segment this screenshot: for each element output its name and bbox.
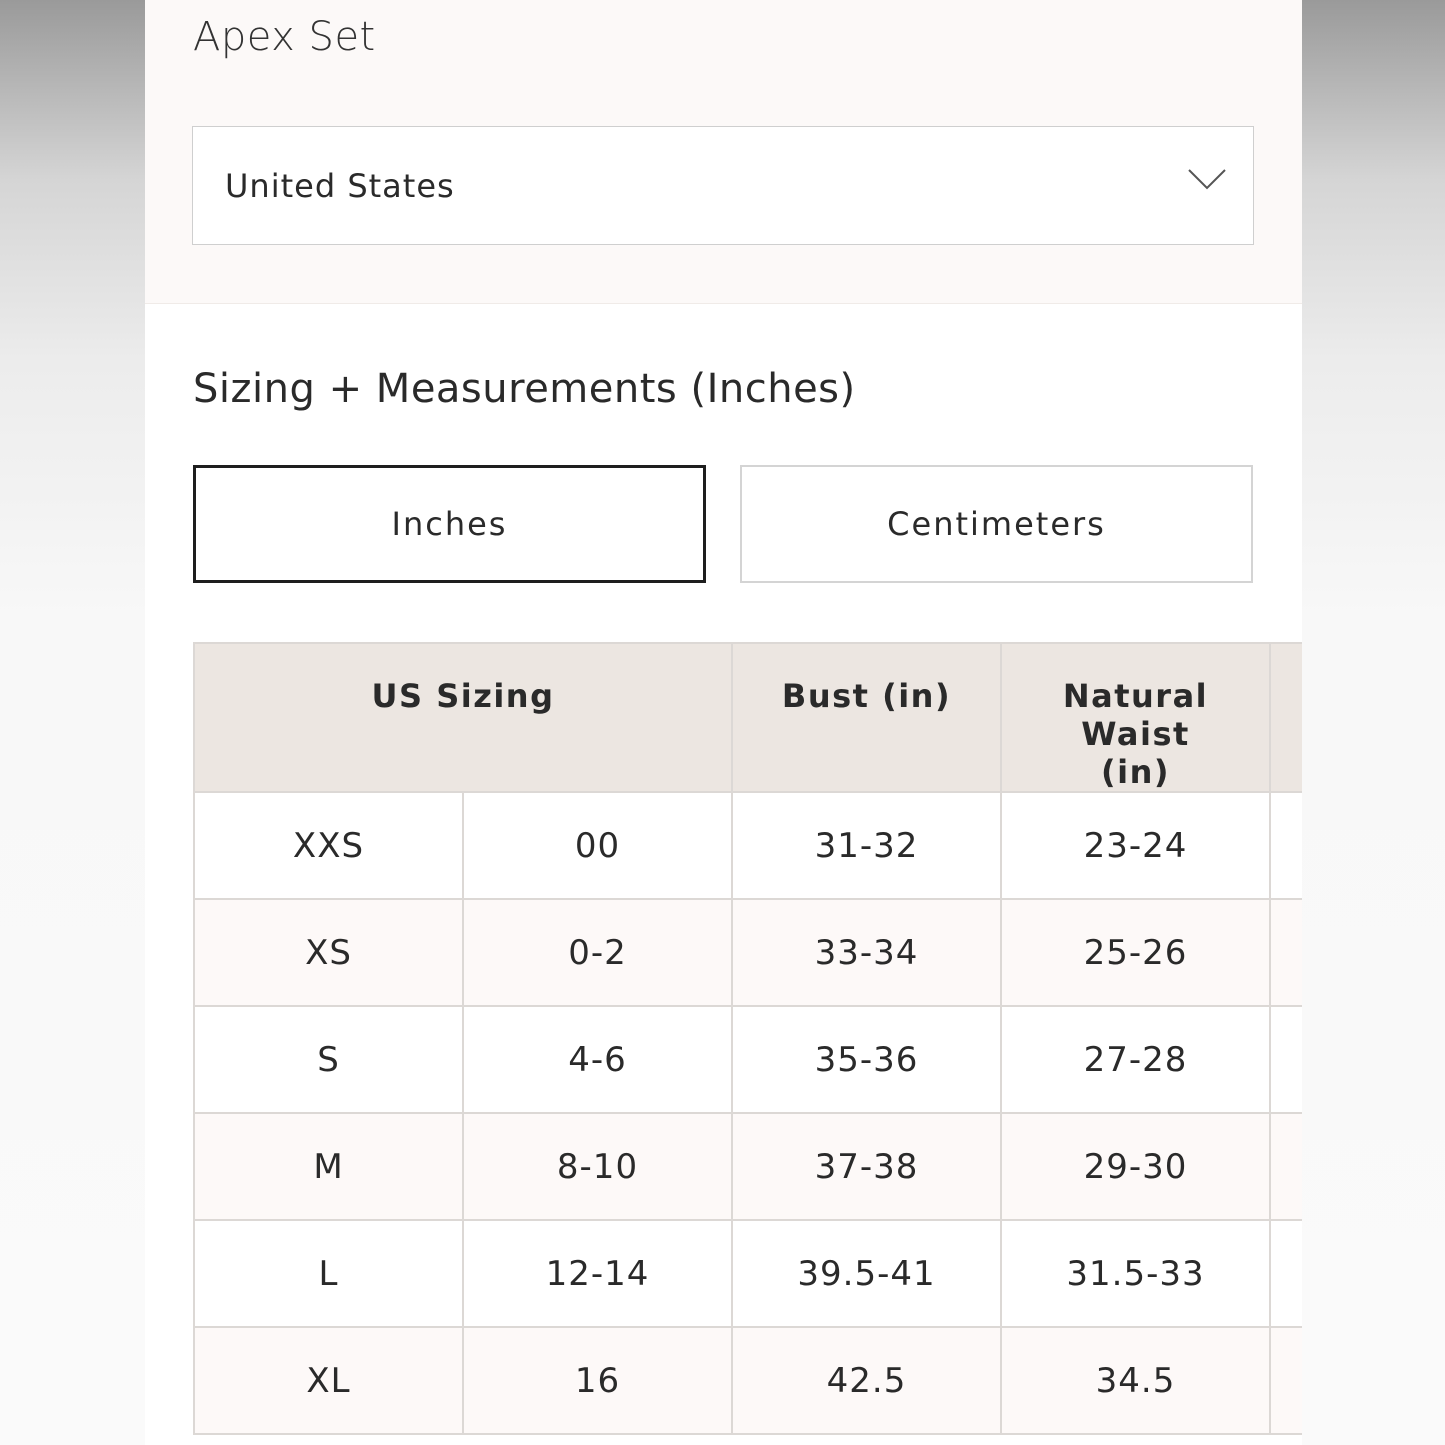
background-left [0,0,145,1445]
centimeters-button[interactable]: Centimeters [740,465,1253,583]
header-next [1270,643,1302,792]
header-us-sizing: US Sizing [194,643,732,792]
header-natural-waist-label: Natural Waist (in) [1062,677,1209,791]
cell-bust: 42.5 [732,1327,1001,1434]
product-title: Apex Set [193,14,376,60]
cell-next [1270,899,1302,1006]
cell-us: 4-6 [463,1006,732,1113]
header-bust: Bust (in) [732,643,1001,792]
cell-size: XS [194,899,463,1006]
cell-waist: 34.5 [1001,1327,1270,1434]
cell-next [1270,1113,1302,1220]
size-guide-panel [145,0,1302,1445]
country-select-value: United States [225,167,455,205]
cell-us: 16 [463,1327,732,1434]
cell-size: L [194,1220,463,1327]
cell-us: 8-10 [463,1113,732,1220]
table-row [194,1113,1302,1220]
cell-size: M [194,1113,463,1220]
cell-us: 0-2 [463,899,732,1006]
cell-waist: 31.5-33 [1001,1220,1270,1327]
cell-bust: 31-32 [732,792,1001,899]
table-row [194,1220,1302,1327]
cell-size: XL [194,1327,463,1434]
background-right [1302,0,1445,1445]
chevron-down-icon [1187,167,1227,191]
sizing-title: Sizing + Measurements (Inches) [193,366,856,412]
country-select[interactable] [192,126,1254,245]
table-header-row [194,643,1302,792]
cell-size: XXS [194,792,463,899]
table-row [194,899,1302,1006]
cell-bust: 37-38 [732,1113,1001,1220]
table-row [194,1006,1302,1113]
cell-next [1270,1006,1302,1113]
cell-next [1270,792,1302,899]
cell-us: 12-14 [463,1220,732,1327]
cell-next [1270,1220,1302,1327]
cell-size: S [194,1006,463,1113]
cell-next [1270,1327,1302,1434]
cell-waist: 23-24 [1001,792,1270,899]
inches-button[interactable]: Inches [193,465,706,583]
cell-waist: 29-30 [1001,1113,1270,1220]
cell-waist: 25-26 [1001,899,1270,1006]
cell-us: 00 [463,792,732,899]
product-header [145,0,1302,304]
size-table [193,642,1302,1435]
table-row [194,792,1302,899]
cell-bust: 39.5-41 [732,1220,1001,1327]
cell-waist: 27-28 [1001,1006,1270,1113]
table-row [194,1327,1302,1434]
header-natural-waist [1001,643,1270,792]
cell-bust: 33-34 [732,899,1001,1006]
cell-bust: 35-36 [732,1006,1001,1113]
